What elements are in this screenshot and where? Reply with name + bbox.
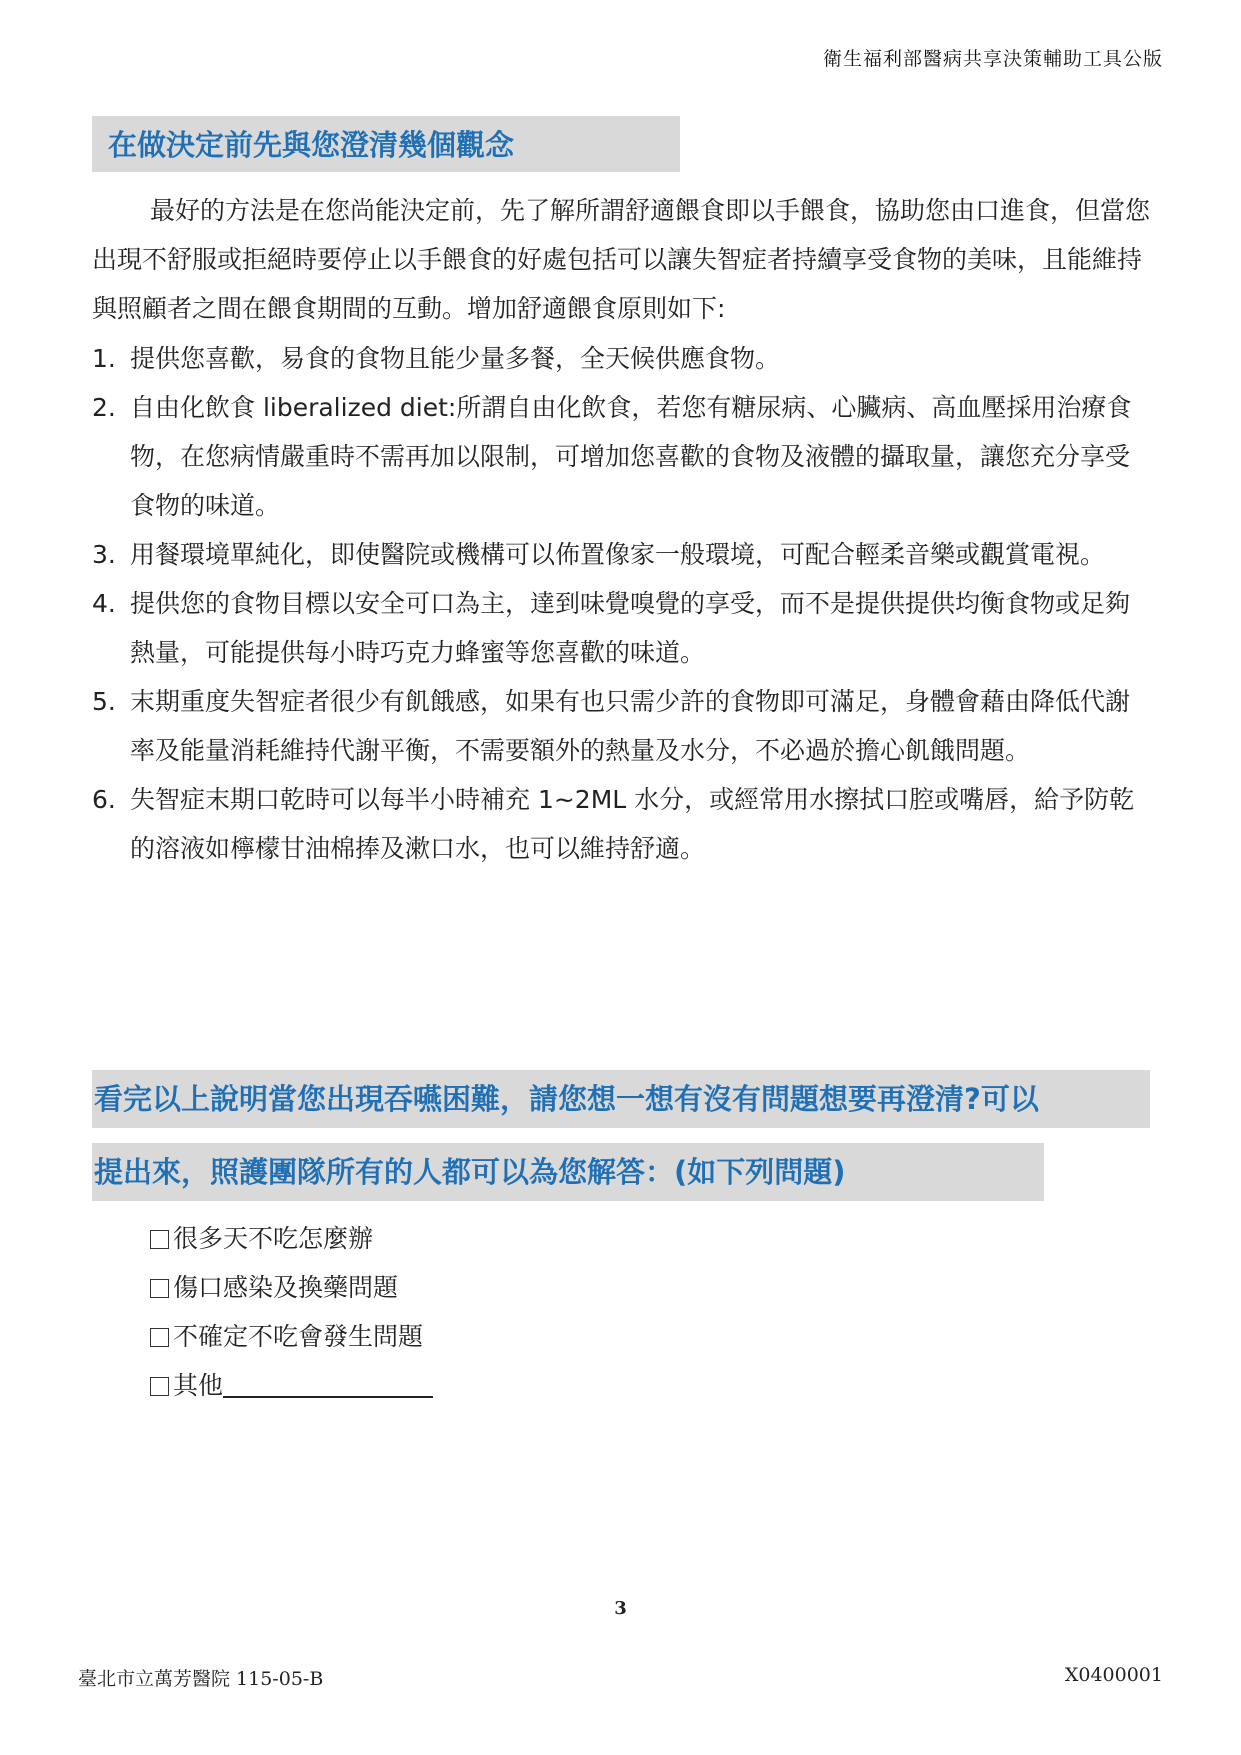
comfort-feeding-principles-list xyxy=(92,334,1152,873)
list-item-text: 失智症末期口乾時可以每半小時補充 1~2ML 水分，或經常用水擦拭口腔或嘴唇，給予防乾的溶液如檸檬甘油棉捧及漱口水，也可以維持舒適。 xyxy=(130,785,1135,863)
section-heading-clarify-concepts: 在做決定前先與您澄清幾個觀念 xyxy=(92,116,680,172)
list-item-number: 3. xyxy=(92,540,116,569)
footer-code: X0400001 xyxy=(1064,1664,1163,1686)
list-item-text: 提供您的食物目標以安全可口為主，達到味覺嗅覺的享受，而不是提供提供均衡食物或足夠熱量，可能提供每小時巧克力蜂蜜等您喜歡的味道。 xyxy=(130,589,1131,667)
list-item xyxy=(92,334,1152,383)
document-header: 衛生福利部醫病共享決策輔助工具公版 xyxy=(822,48,1163,70)
list-item-number: 6. xyxy=(92,785,116,814)
list-item-text: 用餐環境單純化，即使醫院或機構可以佈置像家一般環境，可配合輕柔音樂或觀賞電視。 xyxy=(130,540,1106,569)
checklist-label: 很多天不吃怎麼辦 xyxy=(173,1224,374,1253)
section-heading-questions-line1: 看完以上說明當您出現吞嚥困難，請您想一想有沒有問題想要再澄清?可以 xyxy=(92,1070,1150,1128)
checklist-item xyxy=(150,1312,433,1361)
checklist-item xyxy=(150,1361,433,1410)
checklist-label: 不確定不吃會發生問題 xyxy=(173,1322,424,1351)
other-blank-line[interactable] xyxy=(223,1372,433,1398)
checkbox-wound-infection[interactable] xyxy=(150,1279,169,1298)
list-item xyxy=(92,677,1152,775)
section-heading-questions-line2: 提出來，照護團隊所有的人都可以為您解答：(如下列問題) xyxy=(92,1143,1044,1201)
intro-paragraph: 最好的方法是在您尚能決定前，先了解所謂舒適餵食即以手餵食，協助您由口進食，但當您出現不舒服或拒絕時要停止以手餵食的好處包括可以讓失智症者持續享受食物的美味，且能維持與照顧者之間在餵食期間的互動。增加舒適餵食原則如下: xyxy=(92,196,1151,323)
checklist-label: 其他 xyxy=(173,1371,224,1400)
checkbox-other[interactable] xyxy=(150,1377,169,1396)
checklist-item xyxy=(150,1214,433,1263)
page-number: 3 xyxy=(614,1598,627,1619)
footer-hospital: 臺北市立萬芳醫院 115-05-B xyxy=(78,1668,324,1690)
checkbox-uncertain-not-eating[interactable] xyxy=(150,1328,169,1347)
checkbox-not-eating-days[interactable] xyxy=(150,1230,169,1249)
list-item-text: 末期重度失智症者很少有飢餓感，如果有也只需少許的食物即可滿足，身體會藉由降低代謝率及能量消耗維持代謝平衡，不需要額外的熱量及水分，不必過於擔心飢餓問題。 xyxy=(130,687,1131,765)
list-item xyxy=(92,383,1152,530)
checklist-label: 傷口感染及換藥問題 xyxy=(173,1273,399,1302)
checklist-item xyxy=(150,1263,433,1312)
question-checklist xyxy=(150,1214,433,1410)
list-item xyxy=(92,530,1152,579)
list-item-number: 5. xyxy=(92,687,116,716)
list-item-text: 自由化飲食 liberalized diet:所謂自由化飲食，若您有糖尿病、心臟病、高血壓採用治療食物，在您病情嚴重時不需再加以限制，可增加您喜歡的食物及液體的攝取量，讓您充分享受食物的味道。 xyxy=(130,393,1132,520)
list-item-number: 1. xyxy=(92,344,116,373)
list-item-number: 4. xyxy=(92,589,116,618)
list-item-number: 2. xyxy=(92,393,116,422)
list-item-text: 提供您喜歡，易食的食物且能少量多餐，全天候供應食物。 xyxy=(130,344,781,373)
list-item xyxy=(92,775,1152,873)
list-item xyxy=(92,579,1152,677)
